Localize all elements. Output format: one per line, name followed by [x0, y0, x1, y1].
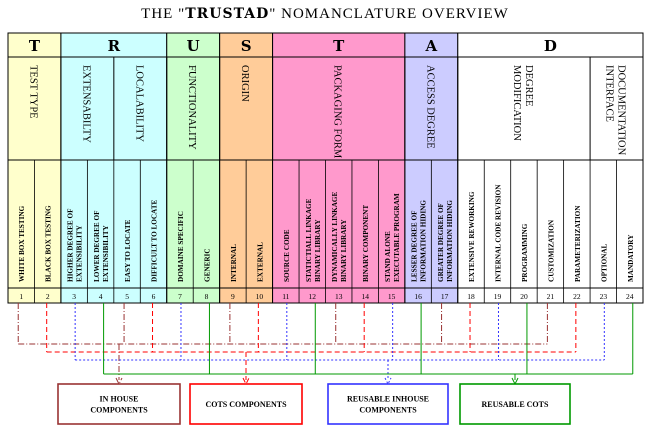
item-label-line: GENERIC	[203, 248, 212, 282]
item-label-1	[18, 205, 26, 282]
category-label-line: LOCALABILITY	[133, 65, 145, 142]
item-label-line: OPTIONAL	[600, 243, 609, 282]
item-number-18: 18	[467, 292, 475, 301]
item-number-19: 19	[493, 292, 502, 301]
letter-u-2: U	[186, 37, 200, 55]
item-number-11: 11	[282, 292, 290, 301]
item-number-10: 10	[255, 292, 264, 301]
item-label-line: INTERNAL	[229, 244, 238, 282]
category-label-line: ORIGIN	[239, 65, 251, 102]
item-label-17	[437, 200, 454, 282]
item-number-8: 8	[204, 292, 209, 301]
item-label-line: CUSTOMIZATION	[547, 219, 556, 282]
item-number-4: 4	[98, 292, 103, 301]
item-label-8	[203, 248, 211, 282]
output-box-inhouse	[58, 384, 180, 424]
letter-a-5: A	[425, 37, 438, 55]
category-label-2	[133, 65, 144, 142]
item-label-line: DOMAINE SPECIFIC	[176, 211, 185, 282]
item-label-line: STAND ALONE	[384, 231, 393, 282]
output-label-reusable_inhouse: COMPONENTS	[359, 405, 417, 415]
letter-d-6: D	[543, 37, 557, 55]
item-number-24: 24	[626, 292, 634, 301]
item-label-line: MANDATORY	[626, 234, 635, 282]
item-label-line: PROGRAMMING	[520, 223, 529, 282]
item-label-line: LOWER DEGREE OF	[93, 210, 102, 282]
item-label-line: PARAMETERIZATION	[573, 205, 582, 282]
output-label-inhouse: IN HOUSE	[99, 394, 139, 404]
item-label-22	[574, 205, 582, 282]
item-label-23	[600, 243, 608, 282]
category-label-3	[186, 65, 197, 150]
item-number-2: 2	[45, 292, 50, 301]
item-number-23: 23	[599, 292, 608, 301]
category-label-line: EXTENSABILTY	[80, 65, 92, 143]
output-label-cots: COTS COMPONENTS	[205, 400, 287, 409]
item-label-line: INTERNAL CODE REVISION	[494, 184, 503, 282]
item-label-line: EXTERNAL	[256, 242, 265, 282]
item-number-20: 20	[520, 292, 528, 301]
title-suffix: " NOMANCLATURE OVERVIEW	[269, 6, 509, 22]
item-label-7	[177, 211, 185, 282]
category-label-line: DOCUMENTATION	[615, 65, 627, 156]
connector-inhouse	[18, 303, 547, 384]
category-label-line: DEGREE	[522, 65, 534, 107]
item-label-line: INFORMATION HIDING	[419, 200, 428, 282]
output-label-reusable_inhouse: REUSABLE INHOUSE	[346, 394, 430, 404]
letter-t-4: T	[333, 37, 345, 55]
item-label-line: STATICTIALL LINKAGE	[304, 198, 313, 282]
item-label-line: GREATER DEGREE OF	[437, 203, 446, 282]
item-number-13: 13	[334, 292, 343, 301]
item-label-line: EXTENSIVE REWORKING	[468, 191, 477, 282]
letter-r-1: R	[107, 37, 121, 55]
item-number-14: 14	[361, 292, 369, 301]
item-number-21: 21	[546, 292, 555, 301]
letter-s-3: S	[240, 37, 252, 55]
output-label-inhouse: COMPONENTS	[90, 405, 148, 415]
item-number-6: 6	[151, 292, 156, 301]
item-number-16: 16	[414, 292, 422, 301]
item-label-line: EXECUTABLE PROGRAM	[393, 193, 402, 282]
category-label-line: TEST TYPE	[27, 65, 39, 119]
category-label-6	[424, 65, 435, 149]
item-label-10	[256, 242, 264, 282]
item-label-line: BINARY LIBRARY	[313, 219, 322, 282]
item-label-line: HIGHER DEGREE OF	[66, 208, 75, 282]
item-label-2	[45, 205, 53, 282]
item-number-22: 22	[573, 292, 581, 301]
title-prefix: THE "	[141, 6, 186, 22]
category-label-line: FUNCTIONALITY	[186, 65, 198, 150]
item-label-line: DIFFICULT TO LOCATE	[150, 199, 159, 282]
item-label-6	[151, 200, 159, 282]
item-number-1: 1	[19, 292, 24, 301]
item-label-line: EXTENSIBILITY	[102, 225, 111, 282]
item-label-line: WHITE BOX TESTING	[18, 205, 27, 282]
item-label-line: BINARY LIBRARY	[340, 219, 349, 282]
output-box-reusable_inhouse	[328, 384, 448, 424]
item-number-15: 15	[387, 292, 396, 301]
item-label-line: EASY TO LOCATE	[124, 219, 133, 282]
item-label-line: LESSER DEGREE OF	[410, 210, 419, 282]
category-label-line: INTERFACE	[603, 65, 615, 122]
item-label-line: DYNAMICALLY LINKAGE	[331, 191, 340, 282]
item-label-24	[627, 234, 635, 282]
item-label-14	[362, 205, 370, 282]
item-label-line: EXTENSIBILITY	[75, 225, 84, 282]
output-label-reusable_cots: REUSABLE COTS	[481, 400, 549, 409]
item-number-17: 17	[440, 292, 449, 301]
item-label-18	[468, 191, 476, 282]
item-label-9	[230, 244, 238, 282]
item-number-3: 3	[72, 292, 77, 301]
item-number-9: 9	[231, 292, 235, 301]
item-number-7: 7	[178, 292, 182, 301]
category-label-line: PACKAGING FORM	[331, 65, 343, 159]
item-label-line: BINARY COMPONENT	[362, 204, 371, 282]
item-number-12: 12	[308, 292, 317, 301]
category-label-1	[80, 65, 91, 143]
item-label-5	[124, 219, 132, 282]
item-label-19	[494, 184, 502, 282]
item-label-21	[547, 219, 555, 282]
connector-arrow	[385, 378, 391, 384]
item-number-5: 5	[125, 292, 129, 301]
category-label-line: MODIFICATION	[510, 65, 522, 141]
category-label-4	[239, 65, 250, 102]
item-label-20	[521, 223, 529, 282]
category-label-5	[332, 65, 343, 159]
item-label-line: SOURCE CODE	[282, 229, 291, 282]
item-label-line: INFORMATION HIDING	[446, 200, 455, 282]
item-label-16	[411, 200, 428, 282]
category-label-0	[27, 65, 38, 119]
item-label-line: BLACK BOX TESTING	[44, 205, 53, 282]
category-label-line: ACCESS DEGREE	[424, 65, 436, 149]
letter-t-0: T	[28, 37, 41, 55]
item-label-11	[283, 229, 291, 282]
title-brand: TRUSTAD	[185, 6, 270, 22]
